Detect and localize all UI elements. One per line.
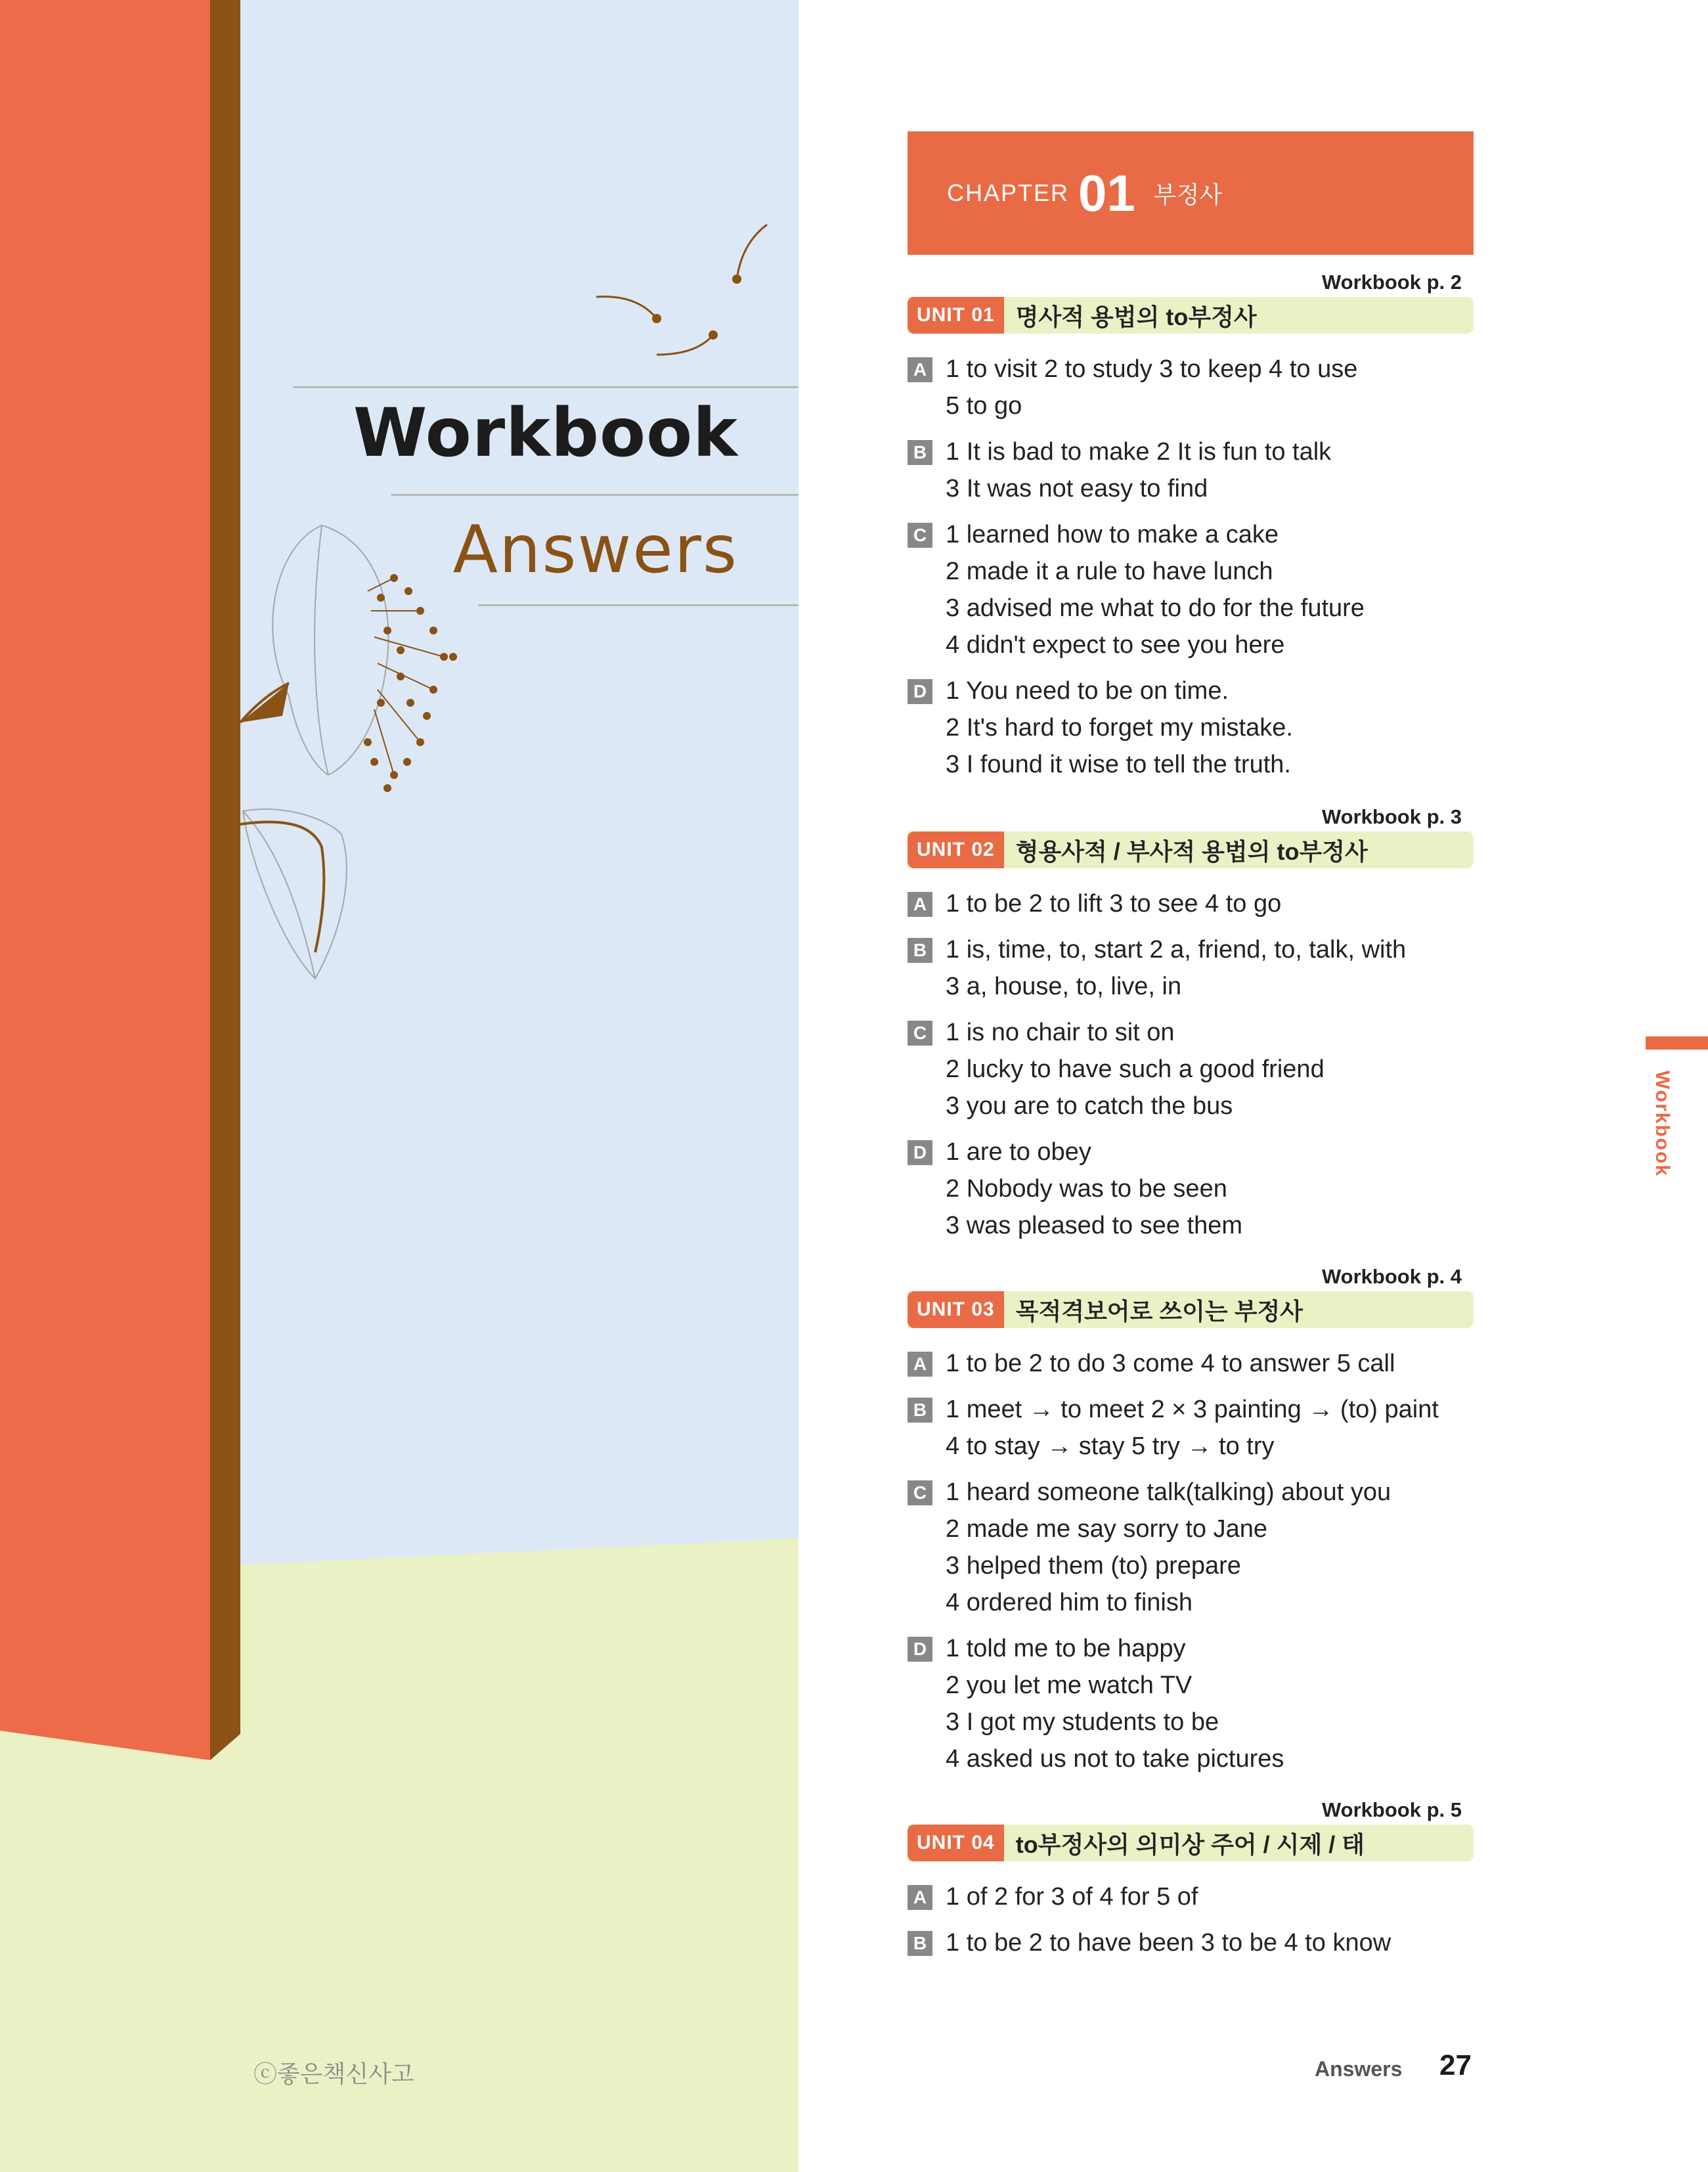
answer-line: 1 is no chair to sit on (946, 1019, 1175, 1046)
unit-header (908, 831, 1474, 868)
answer-line: 3 I got my students to be (946, 1708, 1219, 1736)
answer-lines (946, 1391, 1439, 1465)
section-letter-badge: A (908, 357, 932, 382)
answer-line: 1 You need to be on time. (946, 677, 1229, 705)
answer-line: 3 It was not easy to find (946, 475, 1208, 502)
answer-lines (946, 1474, 1391, 1621)
answer-line: 1 learned how to make a cake (946, 521, 1279, 548)
answer-line: 1 of 2 for 3 of 4 for 5 of (946, 1883, 1198, 1911)
answer-line: 1 heard someone talk(talking) about you (946, 1478, 1391, 1506)
unit-block (908, 1262, 1474, 1786)
workbook-page-ref: Workbook p. 2 (1321, 271, 1462, 294)
chapter-header (908, 131, 1474, 255)
title-rule-bottom (478, 604, 799, 606)
answer-section (908, 1391, 1474, 1465)
section-letter-badge: A (908, 1352, 932, 1377)
answer-line: 1 told me to be happy (946, 1635, 1186, 1662)
answer-section (908, 885, 1474, 922)
answer-sections (908, 885, 1474, 1244)
answer-lines (946, 1924, 1391, 1961)
unit-header (908, 1825, 1474, 1861)
answer-lines (946, 1878, 1198, 1915)
answer-section (908, 516, 1474, 663)
answer-line: 3 I found it wise to tell the truth. (946, 751, 1291, 778)
cover-subtitle: Answers (452, 511, 738, 588)
section-letter-badge: D (908, 1637, 932, 1662)
chapter-label: CHAPTER (947, 179, 1070, 206)
answer-line: 4 asked us not to take pictures (946, 1745, 1284, 1773)
answer-section (908, 351, 1474, 424)
answer-section (908, 1134, 1474, 1244)
unit-block (908, 803, 1474, 1253)
answer-lines (946, 516, 1365, 663)
answer-section (908, 433, 1474, 507)
unit-block (908, 268, 1474, 792)
answer-line: 2 made me say sorry to Jane (946, 1515, 1267, 1543)
answer-line: 1 is, time, to, start 2 a, friend, to, talk, with (946, 936, 1407, 964)
unit-title: 명사적 용법의 to부정사 (1015, 303, 1257, 330)
answer-line: 1 to be 2 to do 3 come 4 to answer 5 call (946, 1350, 1395, 1377)
page-number: 27 (1439, 2049, 1472, 2081)
answer-lines (946, 1134, 1242, 1244)
answer-line: 2 Nobody was to be seen (946, 1175, 1227, 1203)
unit-title: 목적격보어로 쓰이는 부정사 (1015, 1297, 1303, 1325)
answer-line: 3 was pleased to see them (946, 1212, 1243, 1239)
section-letter-badge: C (908, 1480, 932, 1505)
unit-block (908, 1796, 1474, 1970)
answer-lines (946, 1345, 1395, 1382)
answer-section (908, 1474, 1474, 1621)
cover-panel (0, 0, 799, 2172)
unit-title: 형용사적 / 부사적 용법의 to부정사 (1015, 837, 1368, 865)
answer-line: 1 meet → to meet 2 × 3 painting → (to) paint (946, 1396, 1439, 1423)
side-tab-label: Workbook (1652, 1071, 1673, 1178)
workbook-page-ref: Workbook p. 5 (1321, 1798, 1462, 1821)
answer-section (908, 931, 1474, 1005)
title-rule-top (293, 386, 799, 388)
unit-header (908, 1291, 1474, 1328)
section-letter-badge: A (908, 892, 932, 917)
unit-tag: UNIT 03 (908, 1291, 1004, 1328)
answer-line: 1 to be 2 to have been 3 to be 4 to know (946, 1929, 1391, 1957)
answer-sections (908, 351, 1474, 783)
unit-title: to부정사의 의미상 주어 / 시제 / 태 (1015, 1830, 1365, 1858)
section-letter-badge: B (908, 440, 932, 465)
answer-line: 2 you let me watch TV (946, 1672, 1193, 1699)
answer-lines (946, 673, 1293, 783)
answer-line: 3 advised me what to do for the future (946, 594, 1365, 622)
answer-line: 2 lucky to have such a good friend (946, 1055, 1325, 1083)
section-letter-badge: C (908, 523, 932, 548)
answer-lines (946, 1630, 1284, 1777)
answer-line: 1 It is bad to make 2 It is fun to talk (946, 438, 1332, 466)
answer-lines (946, 885, 1281, 922)
section-letter-badge: B (908, 1931, 932, 1956)
answer-lines (946, 931, 1406, 1005)
copyright: ⓒ좋은책신사고 (253, 2060, 414, 2087)
chapter-title: 부정사 (1153, 181, 1223, 208)
unit-tag: UNIT 04 (908, 1825, 1004, 1861)
answer-section (908, 1878, 1474, 1915)
answer-section (908, 1014, 1474, 1124)
section-letter-badge: C (908, 1021, 932, 1046)
answer-section (908, 1924, 1474, 1961)
section-letter-badge: B (908, 1398, 932, 1423)
answer-line: 5 to go (946, 392, 1022, 420)
answer-line: 4 ordered him to finish (946, 1589, 1193, 1616)
side-tab-marker (1646, 1036, 1708, 1050)
unit-tag: UNIT 01 (908, 297, 1004, 334)
section-letter-badge: D (908, 679, 932, 704)
answer-sections (908, 1878, 1474, 1961)
answer-line: 1 are to obey (946, 1138, 1091, 1166)
section-letter-badge: A (908, 1885, 932, 1910)
workbook-page-ref: Workbook p. 4 (1321, 1265, 1462, 1288)
section-letter-badge: D (908, 1140, 932, 1165)
answer-section (908, 673, 1474, 783)
unit-header (908, 297, 1474, 334)
answer-line: 2 It's hard to forget my mistake. (946, 714, 1293, 742)
chapter-number: 01 (1078, 164, 1135, 222)
answer-section (908, 1630, 1474, 1777)
unit-tag: UNIT 02 (908, 831, 1004, 868)
answer-sections (908, 1345, 1474, 1777)
answer-line: 3 you are to catch the bus (946, 1092, 1233, 1120)
answer-lines (946, 433, 1331, 507)
answer-lines (946, 351, 1357, 424)
answer-line: 4 didn't expect to see you here (946, 631, 1285, 659)
answer-line: 3 a, house, to, live, in (946, 973, 1182, 1000)
answer-line: 3 helped them (to) prepare (946, 1552, 1241, 1580)
answer-section (908, 1345, 1474, 1382)
answer-line: 1 to be 2 to lift 3 to see 4 to go (946, 890, 1282, 918)
cover-title: Workbook (353, 394, 738, 472)
section-letter-badge: B (908, 938, 932, 963)
title-rule-middle (391, 494, 799, 496)
answer-line: 1 to visit 2 to study 3 to keep 4 to use (946, 355, 1358, 383)
cover-illustration (0, 0, 799, 2172)
workbook-page-ref: Workbook p. 3 (1321, 805, 1462, 828)
footer-label: Answers (1315, 2057, 1403, 2081)
answer-lines (946, 1014, 1325, 1124)
answer-line: 2 made it a rule to have lunch (946, 558, 1273, 585)
answer-line: 4 to stay → stay 5 try → to try (946, 1432, 1275, 1460)
